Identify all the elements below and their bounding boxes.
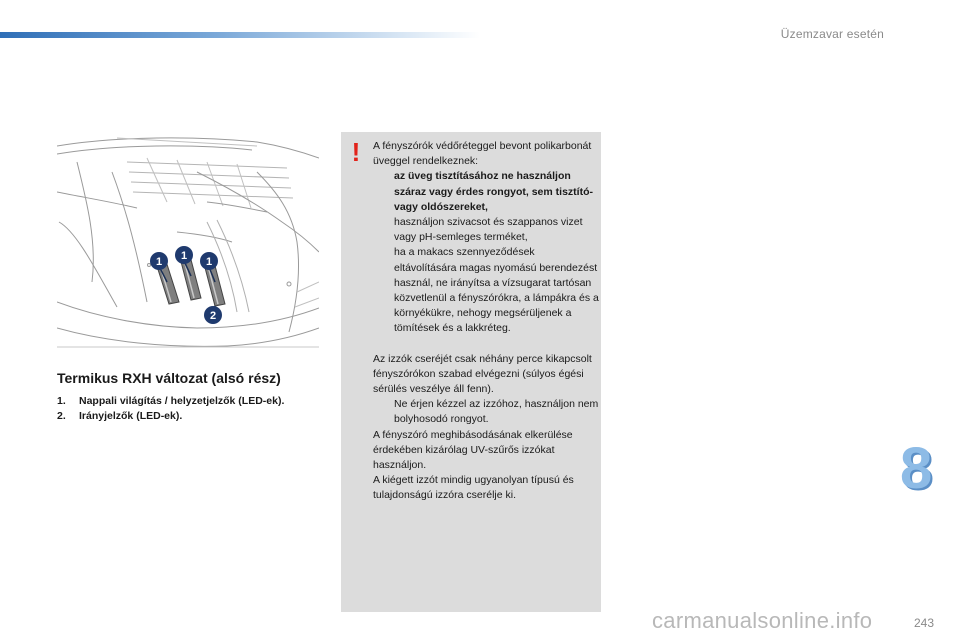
- warning-text: [373, 139, 599, 504]
- legend-number: 1.: [57, 395, 66, 407]
- bullet-icon: [373, 397, 394, 427]
- legend-item: [57, 394, 317, 409]
- warning-bullet-text: használjon szivacsot és szappanos vizet vagy pH-semleges terméket,: [394, 216, 583, 244]
- warning-bullet: [373, 169, 599, 215]
- legend-text: Nappali világítás / helyzetjelzők (LED-ek).: [79, 395, 285, 407]
- warning-bullet-text: Ne érjen kézzel az izzóhoz, használjon nem bolyhosodó rongyot.: [394, 398, 599, 426]
- legend-number: 2.: [57, 410, 66, 422]
- section-title: Termikus RXH változat (alsó rész): [57, 370, 281, 386]
- warning-paragraph: A kiégett izzót mindig ugyanolyan típusú és tulajdonságú izzóra cserélje ki.: [373, 474, 574, 502]
- warning-bullet-text: ha a makacs szennyeződések eltávolítására magas nyomású berendezést használ, ne irányítsa a vízsugarat tartósan közvetlenül a fényszórókra, a lámpákra és a környékükre, nehogy megsérüljenek a tömítések és a lakkréteg.: [394, 246, 599, 335]
- header-accent-bar: [0, 32, 480, 38]
- legend-text: Irányjelzők (LED-ek).: [79, 410, 183, 422]
- callout-1a: 1: [155, 256, 163, 268]
- callout-1b: 1: [180, 250, 188, 262]
- callout-1c: 1: [205, 256, 213, 268]
- warning-bullet: [373, 215, 599, 245]
- warning-icon: !: [351, 137, 361, 167]
- page-number: 243: [914, 616, 935, 630]
- warning-bullet: [373, 245, 599, 336]
- warning-paragraph: Az izzók cseréjét csak néhány perce kikapcsolt fényszórókon szabad elvégezni (súlyos égési sérülés veszélye áll fenn).: [373, 352, 592, 396]
- callout-2: 2: [209, 310, 217, 322]
- front-bumper-illustration: [57, 132, 319, 358]
- legend-list: [57, 394, 317, 424]
- warning-bullet-text: az üveg tisztításához ne használjon száraz vagy érdes rongyot, sem tisztító- vagy oldószereket,: [394, 170, 593, 213]
- warning-intro: A fényszórók védőréteggel bevont polikarbonát üveggel rendelkeznek:: [373, 140, 592, 168]
- chapter-title: Üzemzavar esetén: [780, 27, 884, 41]
- warning-paragraph: A fényszóró meghibásodásának elkerülése érdekében kizárólag UV-szűrős izzókat használjon.: [373, 428, 573, 472]
- bullet-icon: [373, 215, 394, 245]
- bullet-icon: [373, 245, 394, 336]
- warning-bullet: [373, 397, 599, 427]
- chapter-number-badge: 8: [900, 436, 933, 501]
- watermark: carmanualsonline.info: [652, 608, 873, 633]
- legend-item: [57, 409, 317, 424]
- bullet-icon: [373, 169, 394, 215]
